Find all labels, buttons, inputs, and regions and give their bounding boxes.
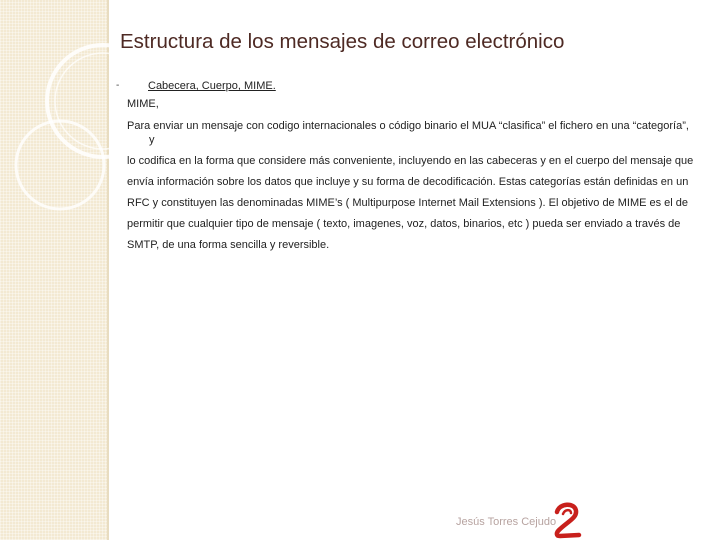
red-swirl-logo-icon: [547, 500, 585, 540]
paragraph: permitir que cualquier tipo de mensaje ( texto, imagenes, voz, datos, binarios, etc ) pueda ser enviado a través de: [127, 218, 681, 230]
slide-body: [127, 97, 697, 259]
slide-title: Estructura de los mensajes de correo electrónico: [120, 30, 565, 53]
paragraph: lo codifica en la forma que considere más conveniente, incluyendo en las cabeceras y en el cuerpo del mensaje que: [127, 155, 694, 167]
bullet-marker: -: [116, 80, 120, 91]
footer-author: Jesús Torres Cejudo: [456, 516, 557, 528]
paragraph: RFC y constituyen las denominadas MIME’s ( Multipurpose Internet Mail Extensions ). El objetivo de MIME es el de: [127, 197, 689, 209]
paragraph: Para enviar un mensaje con codigo internacionales o código binario el MUA “clasifica” el fichero en una “categoría”, y: [127, 120, 689, 146]
bullet-text: Cabecera, Cuerpo, MIME.: [148, 80, 276, 92]
paragraph: SMTP, de una forma sencilla y reversible.: [127, 239, 330, 251]
paragraph: envía información sobre los datos que incluye y su forma de decodificación. Estas categorías están definidas en un: [127, 176, 689, 188]
paragraph: MIME,: [127, 98, 159, 110]
